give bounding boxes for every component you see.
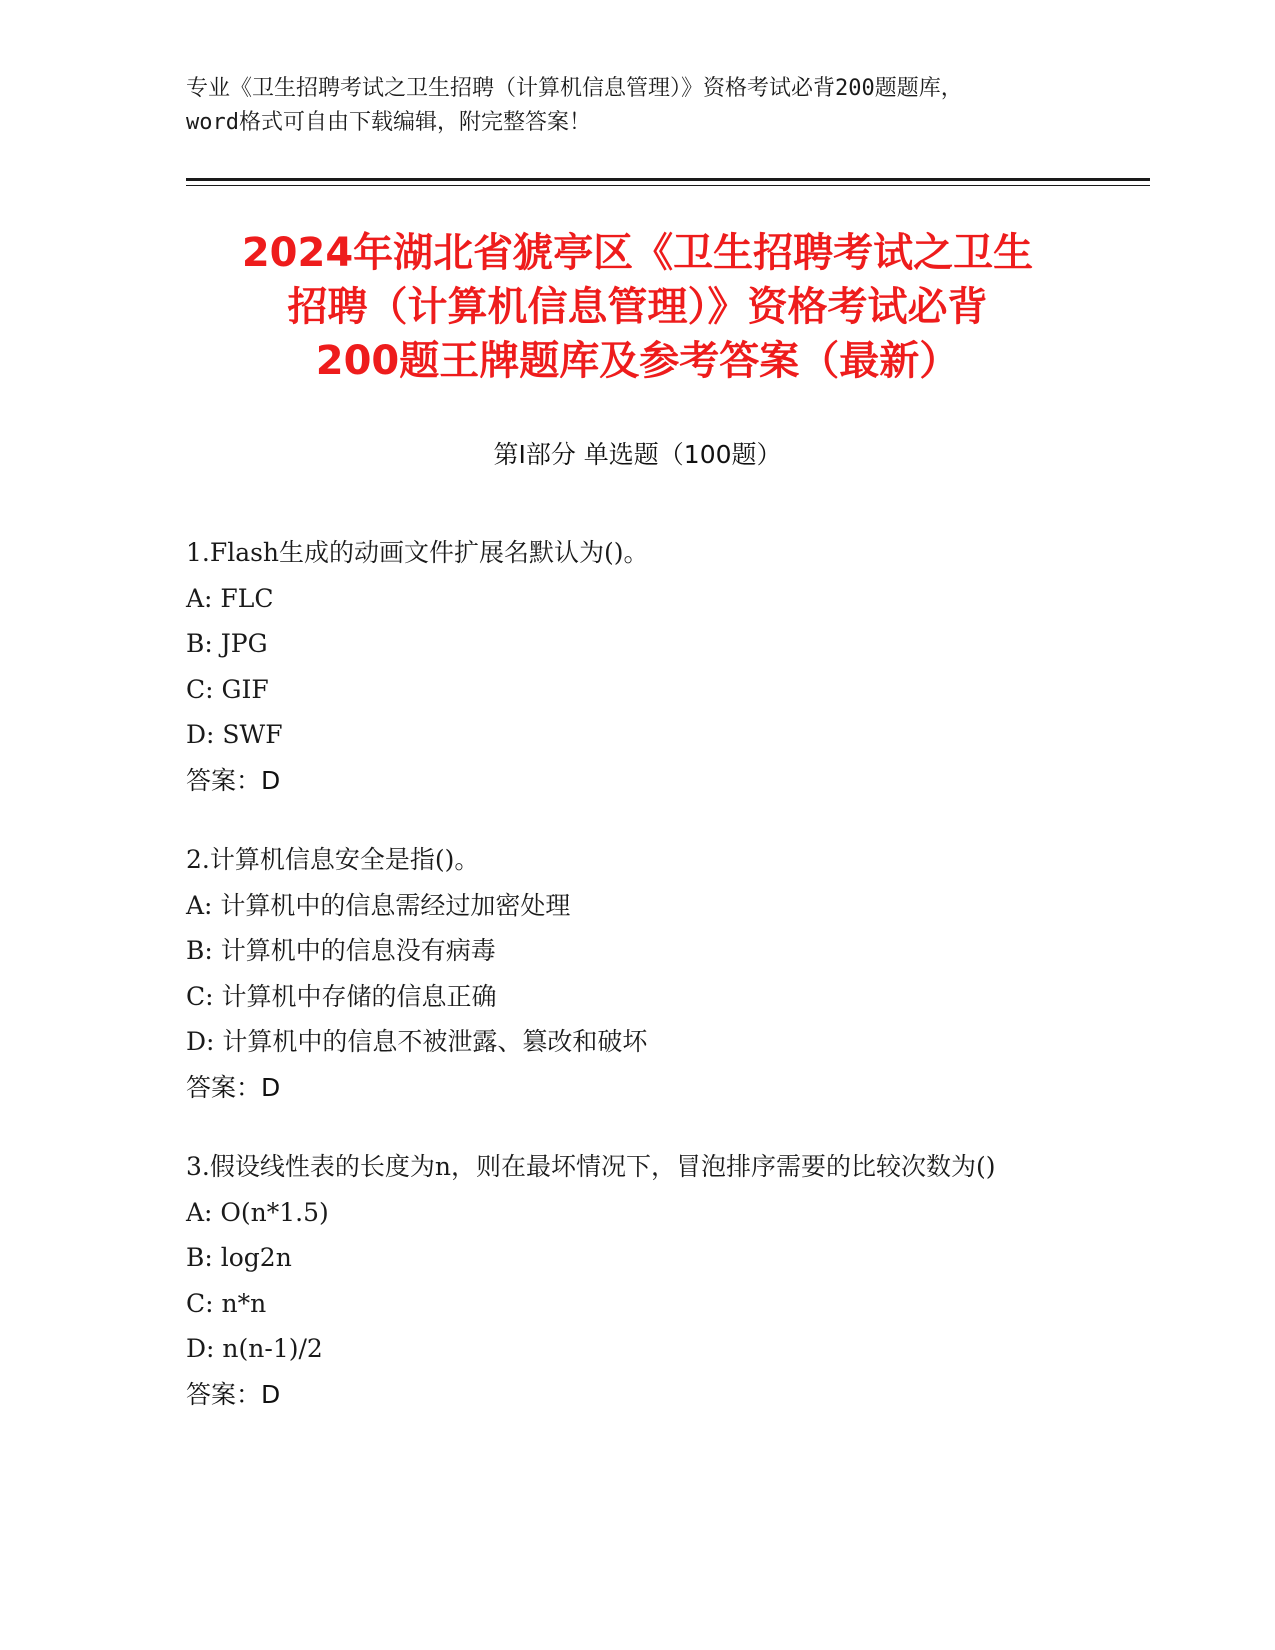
question-2-option-b: B: 计算机中的信息没有病毒: [186, 936, 496, 965]
document-title: [150, 226, 1125, 388]
header-note: [186, 72, 1086, 140]
question-1-answer: 答案：D: [186, 765, 281, 795]
document-title-line-2: 招聘（计算机信息管理）》资格考试必背: [287, 284, 988, 330]
question-3-answer: 答案：D: [186, 1379, 281, 1409]
question-1-option-c: C: GIF: [186, 674, 269, 704]
question-2-answer: 答案：D: [186, 1072, 281, 1102]
header-note-line-1: 专业《卫生招聘考试之卫生招聘（计算机信息管理）》资格考试必背200题题库，: [186, 76, 963, 101]
header-note-line-2: word格式可自由下载编辑，附完整答案！: [186, 110, 591, 135]
question-3: [186, 1144, 1086, 1417]
question-3-option-c: C: n*n: [186, 1288, 267, 1318]
question-3-option-a: A: O(n*1.5): [186, 1197, 329, 1227]
question-2: [186, 837, 1086, 1110]
question-2-option-c: C: 计算机中存储的信息正确: [186, 981, 497, 1011]
question-3-text: 3.假设线性表的长度为n，则在最坏情况下，冒泡排序需要的比较次数为(): [186, 1152, 996, 1181]
question-3-option-b: B: log2n: [186, 1243, 292, 1272]
header-divider-thin: [186, 185, 1150, 186]
question-2-text: 2.计算机信息安全是指()。: [186, 845, 480, 874]
question-1: [186, 530, 1086, 803]
section-title: 第Ⅰ部分 单选题（100题）: [493, 440, 782, 469]
question-2-option-d: D: 计算机中的信息不被泄露、篡改和破坏: [186, 1027, 648, 1056]
question-list: [186, 530, 1086, 1451]
question-1-text: 1.Flash生成的动画文件扩展名默认为()。: [186, 538, 649, 567]
question-1-option-d: D: SWF: [186, 720, 283, 749]
question-1-option-a: A: FLC: [186, 583, 274, 613]
header-divider-thick: [186, 178, 1150, 181]
question-2-option-a: A: 计算机中的信息需经过加密处理: [186, 890, 571, 920]
question-1-option-b: B: JPG: [186, 629, 268, 658]
document-title-line-1: 2024年湖北省猇亭区《卫生招聘考试之卫生: [241, 230, 1034, 276]
question-3-option-d: D: n(n-1)/2: [186, 1334, 323, 1363]
document-title-line-3: 200题王牌题库及参考答案（最新）: [315, 338, 960, 384]
